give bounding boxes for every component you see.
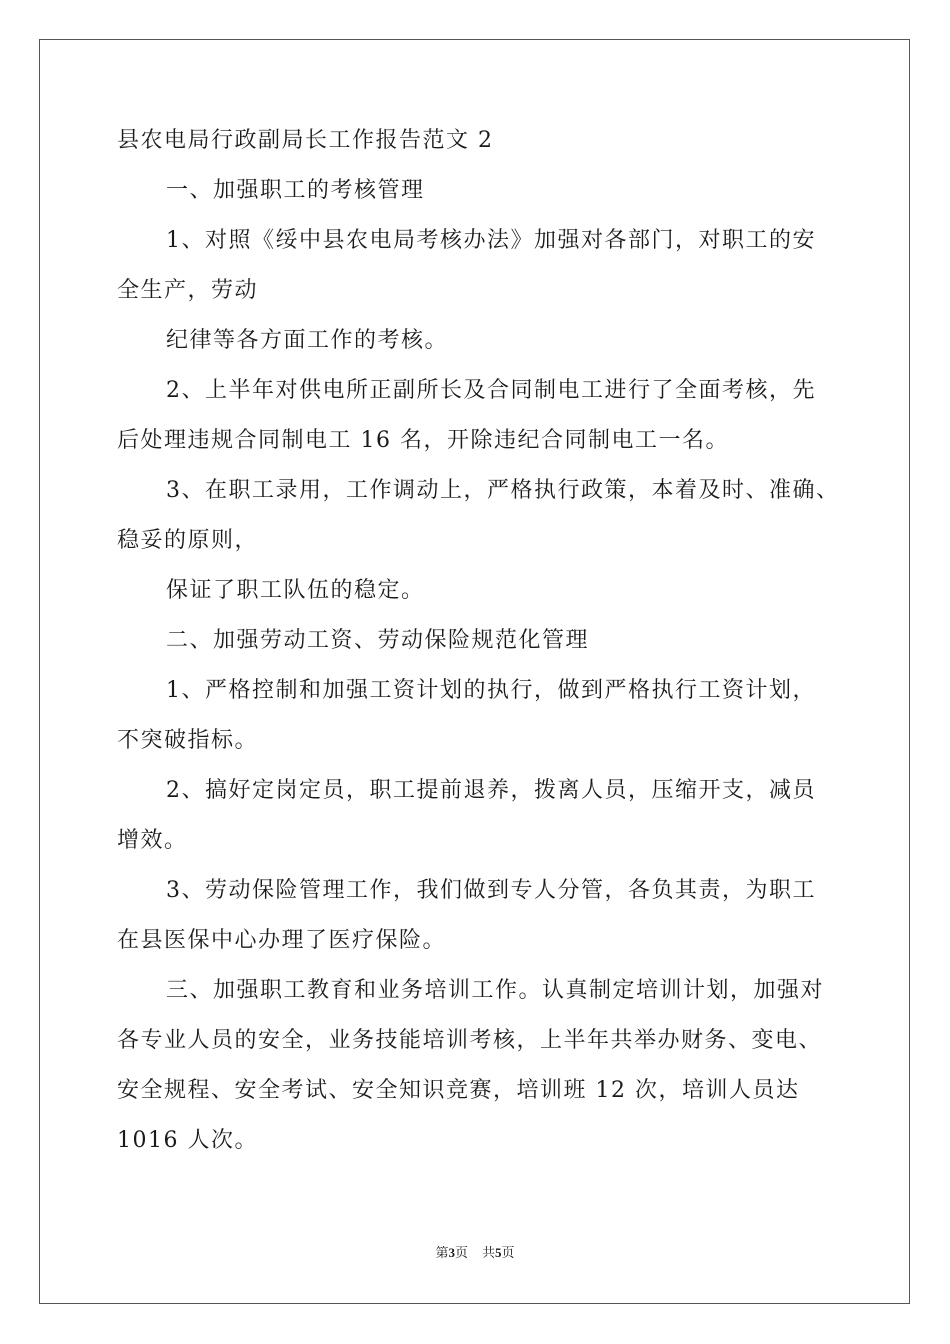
paragraph-line: 1、对照《绥中县农电局考核办法》加强对各部门，对职工的安 [166,228,816,253]
page-footer [0,1245,950,1262]
page-total: 5 [495,1245,502,1260]
paragraph-line: 各专业人员的安全，业务技能培训考核，上半年共举办财务、变电、 [117,1028,823,1053]
paragraph-line: 1、严格控制和加强工资计划的执行，做到严格执行工资计划， [166,678,816,703]
page-prefix: 第 [435,1245,449,1260]
paragraph-line: 2、上半年对供电所正副所长及合同制电工进行了全面考核，先 [166,378,816,403]
paragraph-line: 3、在职工录用，工作调动上，严格执行政策，本着及时、准确、 [166,478,840,503]
paragraph-line: 稳妥的原则， [117,528,259,553]
paragraph-line: 全生产，劳动 [117,278,259,303]
paragraph-line: 1016 人次。 [117,1128,258,1153]
total-prefix: 共 [482,1245,496,1260]
paragraph-line: 后处理违规合同制电工 16 名，开除违纪合同制电工一名。 [117,428,729,453]
paragraph-line: 不突破指标。 [117,728,259,753]
total-suffix: 页 [501,1245,515,1260]
paragraph-line: 增效。 [117,828,188,853]
document-body [117,128,845,1178]
paragraph-line: 安全规程、安全考试、安全知识竞赛，培训班 12 次，培训人员达 [117,1078,800,1103]
page-current: 3 [448,1245,455,1260]
page-suffix: 页 [454,1245,468,1260]
paragraph-line: 在县医保中心办理了医疗保险。 [117,928,447,953]
section-heading-1: 一、加强职工的考核管理 [166,178,425,203]
paragraph-line: 纪律等各方面工作的考核。 [166,328,449,353]
paragraph-line: 2、搞好定岗定员，职工提前退养，拨离人员，压缩开支，减员 [166,778,816,803]
section-heading-3: 三、加强职工教育和业务培训工作。认真制定培训计划，加强对 [166,978,825,1003]
paragraph-line: 保证了职工队伍的稳定。 [166,578,425,603]
document-title: 县农电局行政副局长工作报告范文 2 [117,128,494,153]
section-heading-2: 二、加强劳动工资、劳动保险规范化管理 [166,628,590,653]
paragraph-line: 3、劳动保险管理工作，我们做到专人分管，各负其责，为职工 [166,878,816,903]
